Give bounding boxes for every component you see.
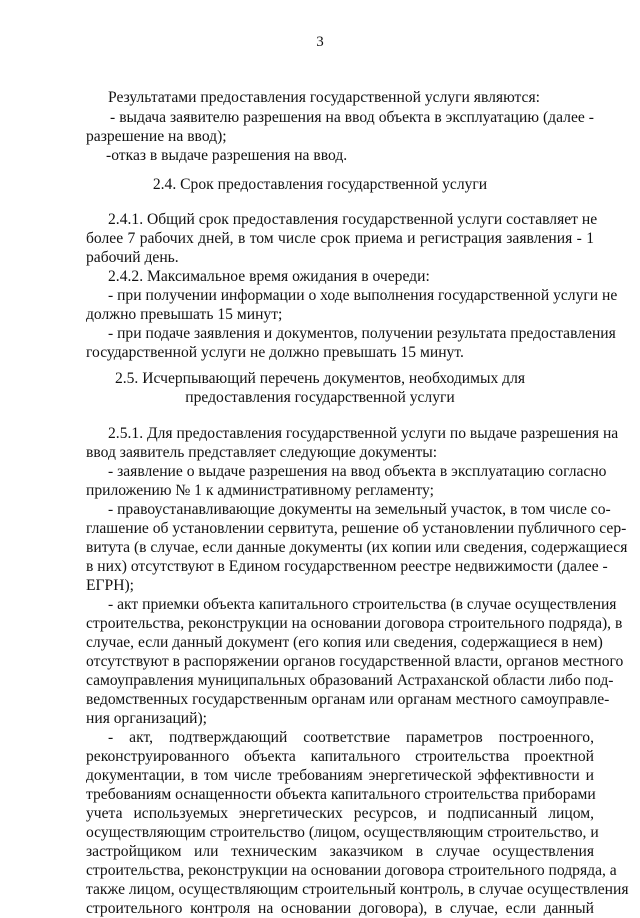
text-line: - при подаче заявления и документов, получении результата предоставления — [108, 325, 616, 342]
text-line: 2.5.1. Для предоставления государственной услуги по выдаче разрешения на — [108, 425, 619, 442]
text-line: строительства, реконструкции на основании договора строительного подряда), в — [86, 615, 623, 632]
text-line: строительного контроля на основании договора), в случае, если данный — [86, 900, 594, 917]
text-line: реконструированного объекта капитального строительства проектной — [86, 748, 594, 765]
text-line: глашение об установлении сервитута, решение об установлении публичного сер- — [86, 520, 627, 537]
text-line: 2.4.1. Общий срок предоставления государственной услуги составляет не — [108, 211, 598, 228]
text-line: более 7 рабочих дней, в том числе срок приема и регистрация заявления - 1 — [86, 230, 594, 247]
text-line: требованиям оснащенности объекта капитального строительства приборами — [86, 786, 596, 803]
text-line: случае, если данный документ (его копия или сведения, содержащиеся в нем) — [86, 634, 603, 651]
text-line: ведомственных государственным органам или органам местного самоуправле- — [86, 691, 610, 708]
text-line: - акт приемки объекта капитального строительства (в случае осуществления — [108, 596, 617, 613]
text-line: также лицом, осуществляющим строительный контроль, в случае осуществления — [86, 881, 629, 898]
section-heading: 2.4. Срок предоставления государственной услуги — [152, 176, 488, 193]
text-line: документации, в том числе требованиям энергетической эффективности и — [86, 767, 594, 784]
text-line: -отказ в выдаче разрешения на ввод. — [106, 147, 348, 164]
section-heading: 2.5. Исчерпывающий перечень документов, необходимых для — [114, 370, 526, 387]
text-line: - при получении информации о ходе выполнения государственной услуги не — [108, 287, 618, 304]
page-number: 3 — [316, 34, 324, 50]
text-line: приложению № 1 к административному регламенту; — [86, 482, 434, 499]
text-line: государственной услуги не должно превышать 15 минут. — [86, 344, 464, 361]
section-heading: предоставления государственной услуги — [185, 389, 455, 406]
text-line: отсутствуют в распоряжении органов государственной власти, органов местного — [86, 653, 624, 670]
text-line: 2.4.2. Максимальное время ожидания в очереди: — [108, 268, 430, 285]
text-line: ния организаций); — [86, 710, 208, 727]
text-line: учета используемых энергетических ресурсов, и подписанный лицом, — [86, 805, 594, 822]
text-line: в них) отсутствуют в Едином государственном реестре недвижимости (далее - — [86, 558, 608, 575]
text-line: должно превышать 15 минут; — [86, 306, 283, 323]
text-line: ввод заявитель представляет следующие документы: — [86, 444, 438, 461]
text-line: застройщиком или техническим заказчиком в случае осуществления — [86, 843, 594, 860]
text-line: разрешение на ввод); — [86, 128, 227, 145]
text-line: осуществляющим строительство (лицом, осуществляющим строительство, и — [86, 824, 599, 841]
text-line: - акт, подтверждающий соответствие параметров построенного, — [108, 729, 594, 746]
text-line: строительства, реконструкции на основании договора строительного подряда, а — [86, 862, 617, 879]
text-line: витута (в случае, если данные документы (их копии или сведения, содержащиеся — [86, 539, 628, 556]
text-line: Результатами предоставления государственной услуги являются: — [108, 89, 540, 106]
text-line: - выдача заявителю разрешения на ввод объекта в эксплуатацию (далее - — [110, 109, 594, 126]
text-line: ЕГРН); — [86, 577, 134, 594]
text-line: - заявление о выдаче разрешения на ввод объекта в эксплуатацию согласно — [108, 463, 607, 480]
text-line: рабочий день. — [86, 249, 179, 266]
text-line: самоуправления муниципальных образований Астраханской области либо под- — [86, 672, 614, 689]
text-line: - правоустанавливающие документы на земельный участок, в том числе со- — [108, 501, 611, 518]
